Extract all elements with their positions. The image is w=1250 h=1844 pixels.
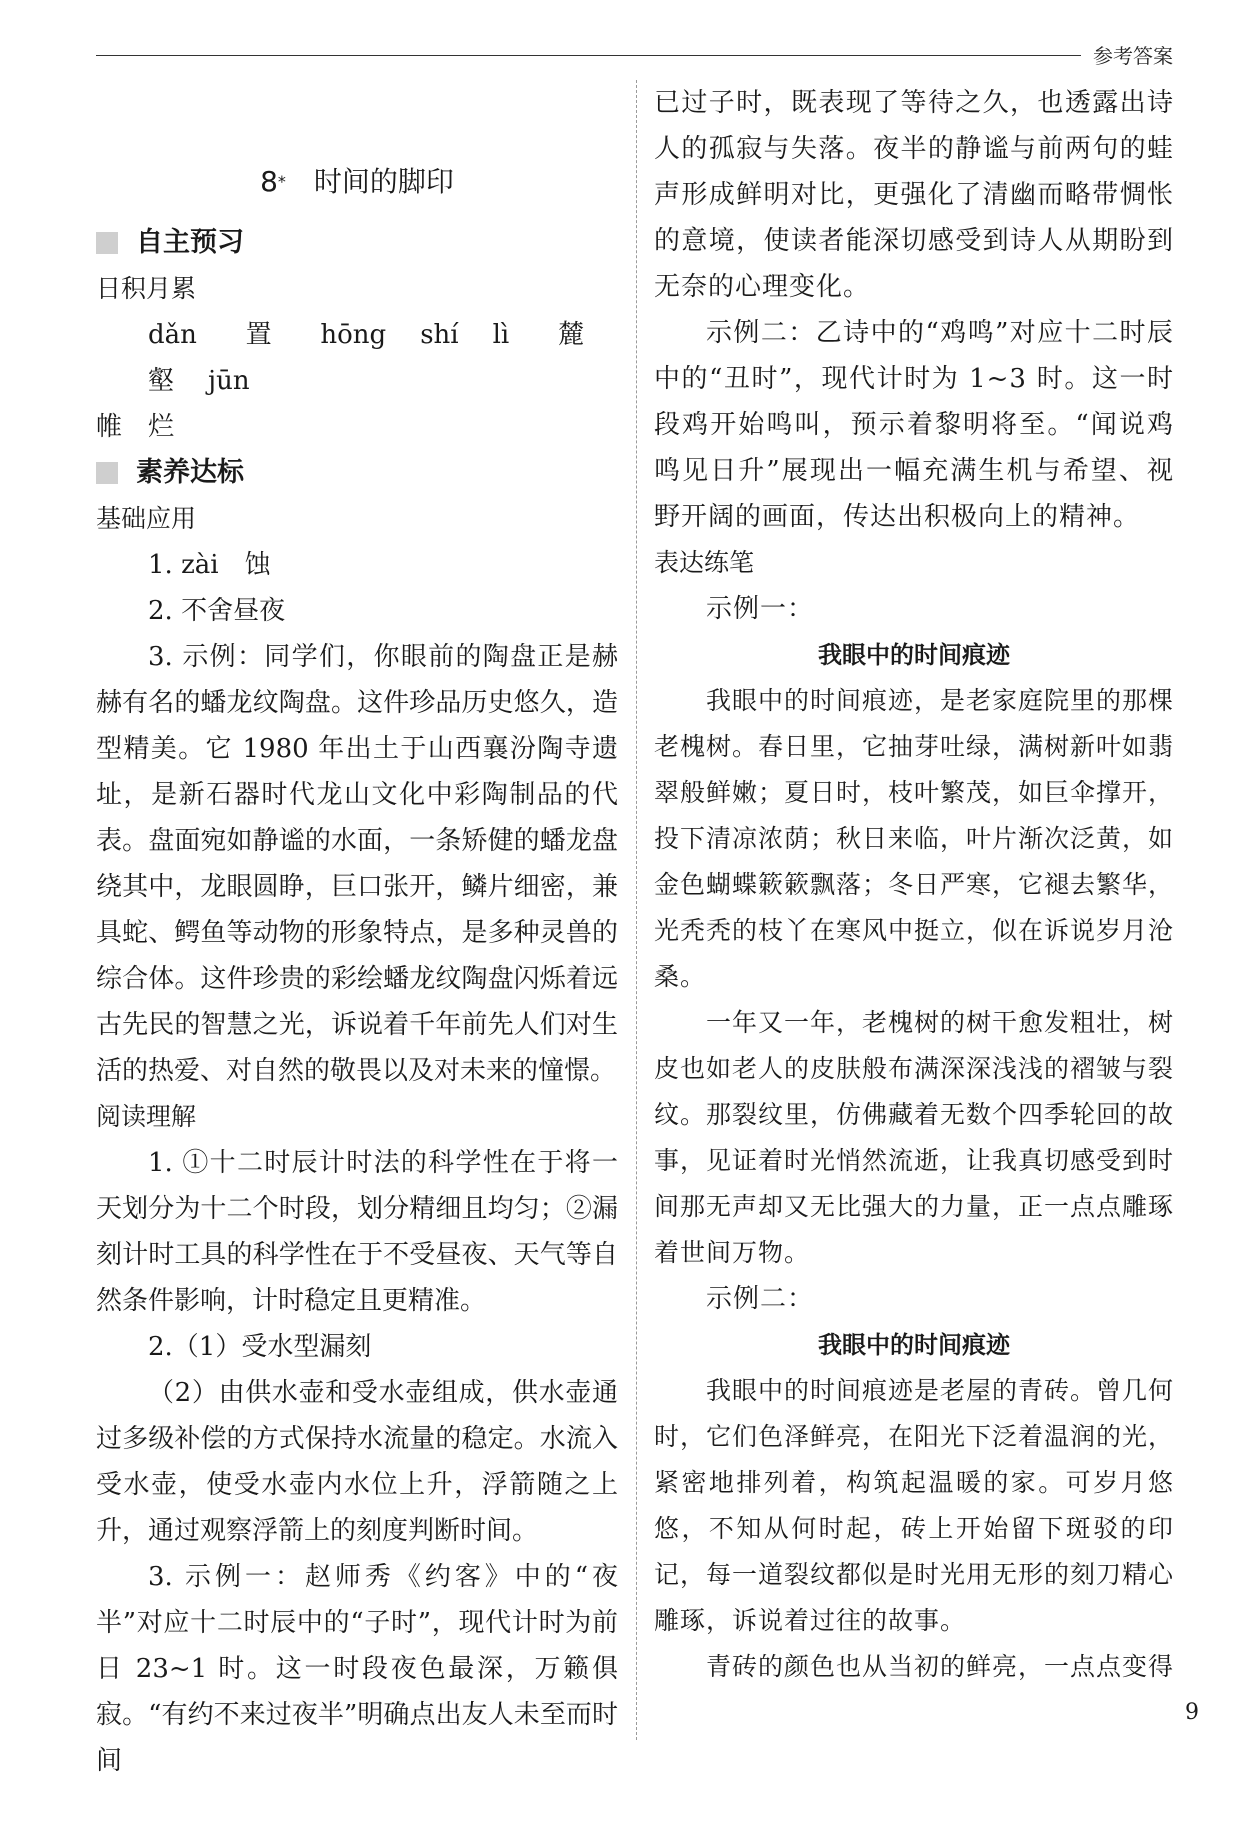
section-standard-label: 素养达标 [136, 457, 244, 488]
essay-2-para-2: 青砖的颜色也从当初的鲜亮，一点点变得 [706, 1652, 1175, 1681]
pinyin-item: 麓 [543, 320, 584, 350]
sub-heading-accumulate: 日积月累 [96, 274, 197, 303]
section-marker-icon [96, 232, 118, 254]
reading-answer-2b: （2）由供水壶和受水壶组成，供水壶通过多级补偿的方式保持水流量的稳定。水流入受水壶，使受水壶内水位上升，浮箭随之上升，通过观察浮箭上的刻度判断时间。 [96, 1378, 618, 1546]
lesson-title-text: 时间的脚印 [313, 165, 454, 198]
column-divider [636, 80, 637, 1740]
pinyin-item: shí [420, 320, 459, 350]
pinyin-answers-cont: 帷 烂 [96, 412, 175, 442]
section-marker-icon [96, 462, 118, 484]
pinyin-item: 壑 [148, 366, 175, 396]
reading-answer-3: 3. 示例一：赵师秀《约客》中的“夜半”对应十二时辰中的“子时”，现代计时为前日 23~1 时。这一时段夜色最深，万籁俱寂。“有约不来过夜半”明确点出友人未至而时间 [96, 1562, 618, 1776]
lesson-star: * [277, 172, 286, 191]
reading-answer-1: 1. ①十二时辰计时法的科学性在于将一天划分为十二个时段，划分精细且均匀；②漏刻计时工具的科学性在于不受昼夜、天气等自然条件影响，计时稳定且更精准。 [96, 1148, 618, 1316]
left-column [96, 80, 618, 1784]
essay-title-2: 我眼中的时间痕迹 [818, 1331, 1010, 1359]
answer-q2: 2. 不舍昼夜 [148, 596, 286, 626]
lesson-number: 8 [260, 165, 278, 198]
sub-heading-reading: 阅读理解 [96, 1102, 197, 1131]
writing-example-1-label: 示例一： [706, 594, 815, 624]
answer-q1: 1. zài 蚀 [148, 550, 271, 580]
sub-heading-writing: 表达练笔 [654, 548, 755, 577]
section-preview [96, 220, 618, 266]
pinyin-item: 置 [230, 320, 287, 350]
section-standard [96, 450, 618, 496]
right-column [654, 80, 1174, 1690]
sub-heading-basic: 基础应用 [96, 504, 197, 533]
header-rule [96, 55, 1081, 56]
section-preview-label: 自主预习 [136, 227, 244, 258]
answer-q3: 3. 示例：同学们，你眼前的陶盘正是赫赫有名的蟠龙纹陶盘。这件珍品历史悠久，造型精美。它 1980 年出土于山西襄汾陶寺遗址，是新石器时代龙山文化中彩陶制品的代表。盘面宛如静谧的水面，一条矫健的蟠龙盘绕其中，龙眼圆睁，巨口张开，鳞片细密，兼具蛇、鳄鱼等动物的形象特点，是多种灵兽的综合体。这件珍贵的彩绘蟠龙纹陶盘闪烁着远古先民的智慧之光，诉说着千年前先人们对生活的热爱、对自然的敬畏以及对未来的憧憬。 [96, 642, 618, 1086]
pinyin-item: jūn [208, 366, 250, 396]
reading-answer-2a: 2.（1）受水型漏刻 [148, 1332, 372, 1362]
pinyin-answers [96, 312, 618, 404]
lesson-title [96, 158, 618, 206]
essay-1-para-2: 一年又一年，老槐树的树干愈发粗壮，树皮也如老人的皮肤般布满深深浅浅的褶皱与裂纹。那裂纹里，仿佛藏着无数个四季轮回的故事，见证着时光悄然流逝，让我真切感受到时间那无声却又无比强大的力量，正一点点雕琢着世间万物。 [654, 1008, 1175, 1267]
essay-2-para-1: 我眼中的时间痕迹是老屋的青砖。曾几何时，它们色泽鲜亮，在阳光下泛着温润的光，紧密地排列着，构筑起温暖的家。可岁月悠悠，不知从何时起，砖上开始留下斑驳的印记，每一道裂纹都似是时光用无形的刻刀精心雕琢，诉说着过往的故事。 [654, 1376, 1175, 1635]
writing-example-2-label: 示例二： [706, 1284, 815, 1314]
reading-answer-3-example2: 示例二：乙诗中的“鸡鸣”对应十二时辰中的“丑时”，现代计时为 1~3 时。这一时段鸡开始鸣叫，预示着黎明将至。“闻说鸡鸣见日升”展现出一幅充满生机与希望、视野开阔的画面，传达出积极向上的精神。 [654, 318, 1174, 532]
header-label: 参考答案 [1093, 44, 1173, 68]
pinyin-item: hōng [320, 320, 387, 350]
page-number: 9 [1185, 1700, 1199, 1725]
essay-1-para-1: 我眼中的时间痕迹，是老家庭院里的那棵老槐树。春日里，它抽芽吐绿，满树新叶如翡翠般鲜嫩；夏日时，枝叶繁茂，如巨伞撑开，投下清凉浓荫；秋日来临，叶片渐次泛黄，如金色蝴蝶簌簌飘落；冬日严寒，它褪去繁华，光秃秃的枝丫在寒风中挺立，似在诉说岁月沧桑。 [654, 686, 1175, 991]
essay-title-1: 我眼中的时间痕迹 [818, 641, 1010, 669]
reading-answer-3-cont: 已过子时，既表现了等待之久，也透露出诗人的孤寂与失落。夜半的静谧与前两句的蛙声形成鲜明对比，更强化了清幽而略带惆怅的意境，使读者能深切感受到诗人从期盼到无奈的心理变化。 [654, 88, 1174, 302]
pinyin-item: lì [492, 320, 510, 350]
pinyin-item: dǎn [148, 320, 197, 350]
